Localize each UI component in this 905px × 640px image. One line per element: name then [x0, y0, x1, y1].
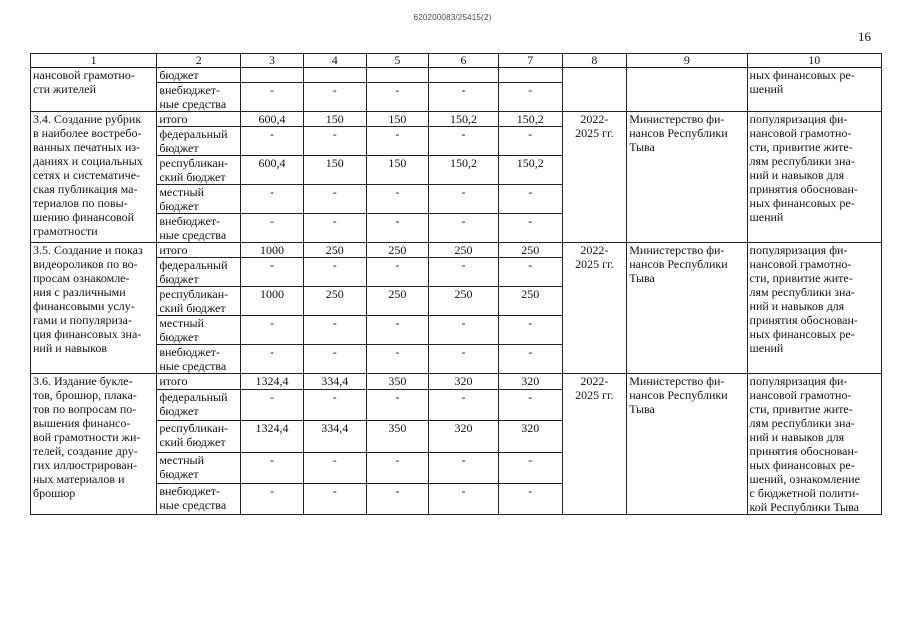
cell-line: Министерство фи-: [629, 374, 725, 388]
cell-line: финансовыми услу-: [33, 299, 135, 313]
cell-line: бюджет: [159, 404, 199, 419]
value-cell: 1324,4: [241, 421, 304, 452]
cell-line: бюджет: [159, 199, 199, 213]
cell-line: внебюджет-: [159, 83, 221, 97]
cell-line: тов, брошюр, плака-: [33, 388, 137, 402]
cell-line: шений, ознакомление: [749, 472, 860, 486]
cell-line: ных финансовых ре-: [749, 196, 855, 210]
cell-line: тов по вопросам по-: [33, 402, 137, 416]
cell-line: ния с различными: [33, 285, 126, 299]
value-cell: [241, 68, 304, 83]
value-cell: -: [498, 185, 562, 214]
cell-line: итого: [159, 243, 188, 257]
column-header: 8: [562, 54, 627, 68]
value-cell: 250: [429, 243, 499, 258]
value-cell: -: [366, 258, 429, 287]
column-header: 6: [429, 54, 499, 68]
value-cell: 320: [429, 421, 499, 452]
cell-line: ний и навыков: [33, 341, 108, 355]
cell-line: ных материалов и: [33, 472, 125, 486]
cell-line: ные средства: [159, 497, 227, 512]
value-cell: -: [241, 127, 304, 156]
cell-line: ные средства: [159, 359, 227, 373]
value-cell: -: [303, 483, 366, 514]
cell-line: бюджет: [159, 466, 199, 481]
period-cell: [562, 374, 627, 515]
value-cell: -: [303, 214, 366, 243]
cell-line: вой грамотности жи-: [33, 430, 141, 444]
cell-line: принятия обоснован-: [749, 444, 858, 458]
cell-line: телей, создание дру-: [33, 444, 138, 458]
cell-line: даниях и социальных: [33, 154, 143, 168]
value-cell: 150,2: [429, 156, 499, 185]
cell-line: нансов Республики: [629, 126, 728, 140]
value-cell: -: [303, 83, 366, 112]
value-cell: 1000: [241, 287, 304, 316]
cell-line: ных финансовых ре-: [749, 327, 855, 341]
value-cell: -: [498, 127, 562, 156]
cell-line: в наиболее востребо-: [33, 126, 142, 140]
cell-line: шений: [749, 210, 784, 224]
funding-source: [157, 83, 241, 112]
value-cell: 250: [429, 287, 499, 316]
value-cell: -: [241, 452, 304, 483]
value-cell: -: [429, 83, 499, 112]
cell-line: республикан-: [159, 287, 229, 301]
cell-line: нансовой грамотно-: [749, 257, 852, 271]
cell-line: внебюджет-: [159, 345, 221, 359]
funding-source: [157, 287, 241, 316]
value-cell: -: [429, 483, 499, 514]
cell-line: лям республики зна-: [749, 285, 855, 299]
cell-line: сти, привитие жите-: [749, 271, 853, 285]
cell-line: 3.6. Издание букле-: [33, 374, 133, 388]
cell-line: ные средства: [159, 228, 227, 242]
cell-line: федеральный: [159, 258, 228, 272]
cell-line: местный: [159, 185, 205, 199]
funding-source: [157, 243, 241, 258]
cell-line: ных финансовых ре-: [749, 68, 855, 82]
value-cell: -: [241, 483, 304, 514]
value-cell: -: [241, 258, 304, 287]
cell-line: итого: [159, 112, 188, 126]
value-cell: -: [429, 127, 499, 156]
cell-line: внебюджет-: [159, 483, 221, 498]
cell-line: популяризация фи-: [749, 112, 848, 126]
funding-source: [157, 68, 241, 83]
cell-line: принятия обоснован-: [749, 182, 858, 196]
value-cell: -: [303, 258, 366, 287]
value-cell: [429, 68, 499, 83]
value-cell: 1000: [241, 243, 304, 258]
column-header: 4: [303, 54, 366, 68]
value-cell: 600,4: [241, 112, 304, 127]
value-cell: [498, 68, 562, 83]
cell-line: Тыва: [629, 140, 655, 154]
cell-line: сти жителей: [33, 82, 97, 96]
value-cell: 150: [303, 112, 366, 127]
value-cell: -: [241, 83, 304, 112]
value-cell: 600,4: [241, 156, 304, 185]
value-cell: 350: [366, 421, 429, 452]
value-cell: 250: [498, 287, 562, 316]
value-cell: -: [241, 316, 304, 345]
cell-line: Министерство фи-: [629, 243, 725, 257]
cell-line: гами и популяриза-: [33, 313, 132, 327]
value-cell: [303, 68, 366, 83]
value-cell: 250: [498, 243, 562, 258]
cell-line: 3.5. Создание и показ: [33, 243, 143, 257]
document-id: 620200083/25415(2): [413, 13, 492, 22]
cell-line: с бюджетной полити-: [749, 486, 860, 500]
table-header: [31, 54, 882, 68]
executor-cell: [627, 68, 747, 112]
column-header: 7: [498, 54, 562, 68]
cell-line: ний и навыков для: [749, 168, 845, 182]
value-cell: -: [498, 316, 562, 345]
cell-line: итого: [159, 374, 188, 388]
cell-line: кой Республики Тыва: [749, 500, 859, 514]
value-cell: 150: [366, 156, 429, 185]
value-cell: -: [498, 452, 562, 483]
value-cell: -: [498, 83, 562, 112]
cell-line: лям республики зна-: [749, 154, 855, 168]
value-cell: -: [303, 316, 366, 345]
executor-cell: [627, 112, 747, 243]
cell-line: федеральный: [159, 390, 228, 405]
value-cell: -: [429, 185, 499, 214]
cell-line: нансовой грамотно-: [33, 68, 135, 82]
cell-line: 2025 гг.: [575, 126, 614, 140]
cell-line: принятия обоснован-: [749, 313, 858, 327]
cell-line: лям республики зна-: [749, 416, 855, 430]
cell-line: шений: [749, 82, 784, 96]
result-cell: [747, 68, 881, 112]
cell-line: ский бюджет: [159, 435, 226, 450]
cell-line: бюджет: [159, 68, 199, 82]
result-cell: [747, 112, 881, 243]
value-cell: -: [429, 390, 499, 421]
value-cell: -: [498, 214, 562, 243]
value-cell: -: [498, 258, 562, 287]
program-table: [30, 53, 882, 515]
cell-line: бюджет: [159, 141, 199, 155]
cell-line: республикан-: [159, 156, 229, 170]
value-cell: 250: [303, 243, 366, 258]
funding-source: [157, 214, 241, 243]
funding-source: [157, 421, 241, 452]
cell-line: Тыва: [629, 402, 655, 416]
cell-line: ных финансовых ре-: [749, 458, 855, 472]
cell-line: федеральный: [159, 127, 228, 141]
value-cell: -: [366, 185, 429, 214]
cell-line: шению финансовой: [33, 210, 135, 224]
value-cell: -: [241, 185, 304, 214]
cell-line: сетях и систематиче-: [33, 168, 141, 182]
funding-source: [157, 390, 241, 421]
cell-line: видеороликов по во-: [33, 257, 138, 271]
activity-description: [31, 243, 157, 374]
value-cell: 150: [366, 112, 429, 127]
value-cell: -: [498, 345, 562, 374]
column-header: 3: [241, 54, 304, 68]
cell-line: популяризация фи-: [749, 243, 848, 257]
funding-source: [157, 112, 241, 127]
value-cell: -: [303, 127, 366, 156]
cell-line: ский бюджет: [159, 301, 226, 315]
cell-line: сти, привитие жите-: [749, 402, 853, 416]
value-cell: -: [429, 452, 499, 483]
executor-cell: [627, 374, 747, 515]
cell-line: ский бюджет: [159, 170, 226, 184]
result-cell: [747, 243, 881, 374]
cell-line: ные средства: [159, 97, 227, 111]
cell-line: ний и навыков для: [749, 430, 845, 444]
value-cell: -: [241, 390, 304, 421]
value-cell: -: [303, 452, 366, 483]
value-cell: -: [303, 185, 366, 214]
cell-line: республикан-: [159, 421, 229, 436]
cell-line: шений: [749, 341, 784, 355]
value-cell: -: [366, 452, 429, 483]
value-cell: -: [429, 316, 499, 345]
value-cell: [366, 68, 429, 83]
value-cell: 150,2: [429, 112, 499, 127]
activity-description: [31, 374, 157, 515]
value-cell: 334,4: [303, 421, 366, 452]
cell-line: 2022-: [580, 112, 609, 126]
value-cell: -: [498, 390, 562, 421]
cell-line: нансовой грамотно-: [749, 388, 852, 402]
page-number: 16: [858, 29, 871, 44]
column-header: 2: [157, 54, 241, 68]
value-cell: 250: [303, 287, 366, 316]
value-cell: 150: [303, 156, 366, 185]
cell-line: 2022-: [580, 374, 609, 388]
funding-source: [157, 483, 241, 514]
cell-line: бюджет: [159, 330, 199, 344]
header-row: [31, 54, 882, 68]
funding-source: [157, 127, 241, 156]
value-cell: 150,2: [498, 156, 562, 185]
activity-description: [31, 112, 157, 243]
cell-line: местный: [159, 452, 205, 467]
value-cell: -: [366, 83, 429, 112]
value-cell: -: [303, 345, 366, 374]
cell-line: ний и навыков для: [749, 299, 845, 313]
period-cell: [562, 243, 627, 374]
table-row: [31, 112, 882, 127]
column-header: 1: [31, 54, 157, 68]
table-row: [31, 68, 882, 83]
cell-line: вышения финансо-: [33, 416, 131, 430]
cell-line: популяризация фи-: [749, 374, 848, 388]
value-cell: -: [366, 316, 429, 345]
activity-description: [31, 68, 157, 112]
value-cell: -: [429, 214, 499, 243]
funding-source: [157, 258, 241, 287]
cell-line: 2025 гг.: [575, 388, 614, 402]
value-cell: 350: [366, 374, 429, 390]
funding-source: [157, 156, 241, 185]
column-header: 10: [747, 54, 881, 68]
executor-cell: [627, 243, 747, 374]
value-cell: 320: [498, 374, 562, 390]
funding-source: [157, 345, 241, 374]
value-cell: -: [303, 390, 366, 421]
cell-line: брошюр: [33, 486, 76, 500]
cell-line: сти, привитие жите-: [749, 140, 853, 154]
cell-line: 2025 гг.: [575, 257, 614, 271]
value-cell: -: [366, 483, 429, 514]
cell-line: Министерство фи-: [629, 112, 725, 126]
cell-line: внебюджет-: [159, 214, 221, 228]
cell-line: ванных печатных из-: [33, 140, 141, 154]
funding-source: [157, 374, 241, 390]
cell-line: териалов по повы-: [33, 196, 128, 210]
value-cell: 150,2: [498, 112, 562, 127]
cell-line: 2022-: [580, 243, 609, 257]
cell-line: 3.4. Создание рубрик: [33, 112, 142, 126]
value-cell: 250: [366, 287, 429, 316]
table-row: [31, 243, 882, 258]
value-cell: 250: [366, 243, 429, 258]
table-body: [31, 68, 882, 515]
cell-line: грамотности: [33, 224, 98, 238]
funding-source: [157, 316, 241, 345]
result-cell: [747, 374, 881, 515]
value-cell: 334,4: [303, 374, 366, 390]
value-cell: 320: [498, 421, 562, 452]
column-header: 5: [366, 54, 429, 68]
cell-line: Тыва: [629, 271, 655, 285]
value-cell: 320: [429, 374, 499, 390]
cell-line: местный: [159, 316, 205, 330]
cell-line: нансовой грамотно-: [749, 126, 852, 140]
cell-line: просам ознакомле-: [33, 271, 130, 285]
cell-line: бюджет: [159, 272, 199, 286]
value-cell: -: [498, 483, 562, 514]
value-cell: -: [366, 390, 429, 421]
value-cell: -: [241, 214, 304, 243]
cell-line: ция финансовых зна-: [33, 327, 142, 341]
period-cell: [562, 68, 627, 112]
value-cell: -: [429, 258, 499, 287]
funding-source: [157, 185, 241, 214]
value-cell: -: [241, 345, 304, 374]
cell-line: нансов Республики: [629, 388, 728, 402]
value-cell: -: [366, 214, 429, 243]
cell-line: гих иллюстрирован-: [33, 458, 138, 472]
column-header: 9: [627, 54, 747, 68]
funding-source: [157, 452, 241, 483]
table-row: [31, 374, 882, 390]
value-cell: -: [429, 345, 499, 374]
value-cell: 1324,4: [241, 374, 304, 390]
value-cell: -: [366, 127, 429, 156]
value-cell: -: [366, 345, 429, 374]
cell-line: ская публикация ма-: [33, 182, 138, 196]
cell-line: нансов Республики: [629, 257, 728, 271]
period-cell: [562, 112, 627, 243]
